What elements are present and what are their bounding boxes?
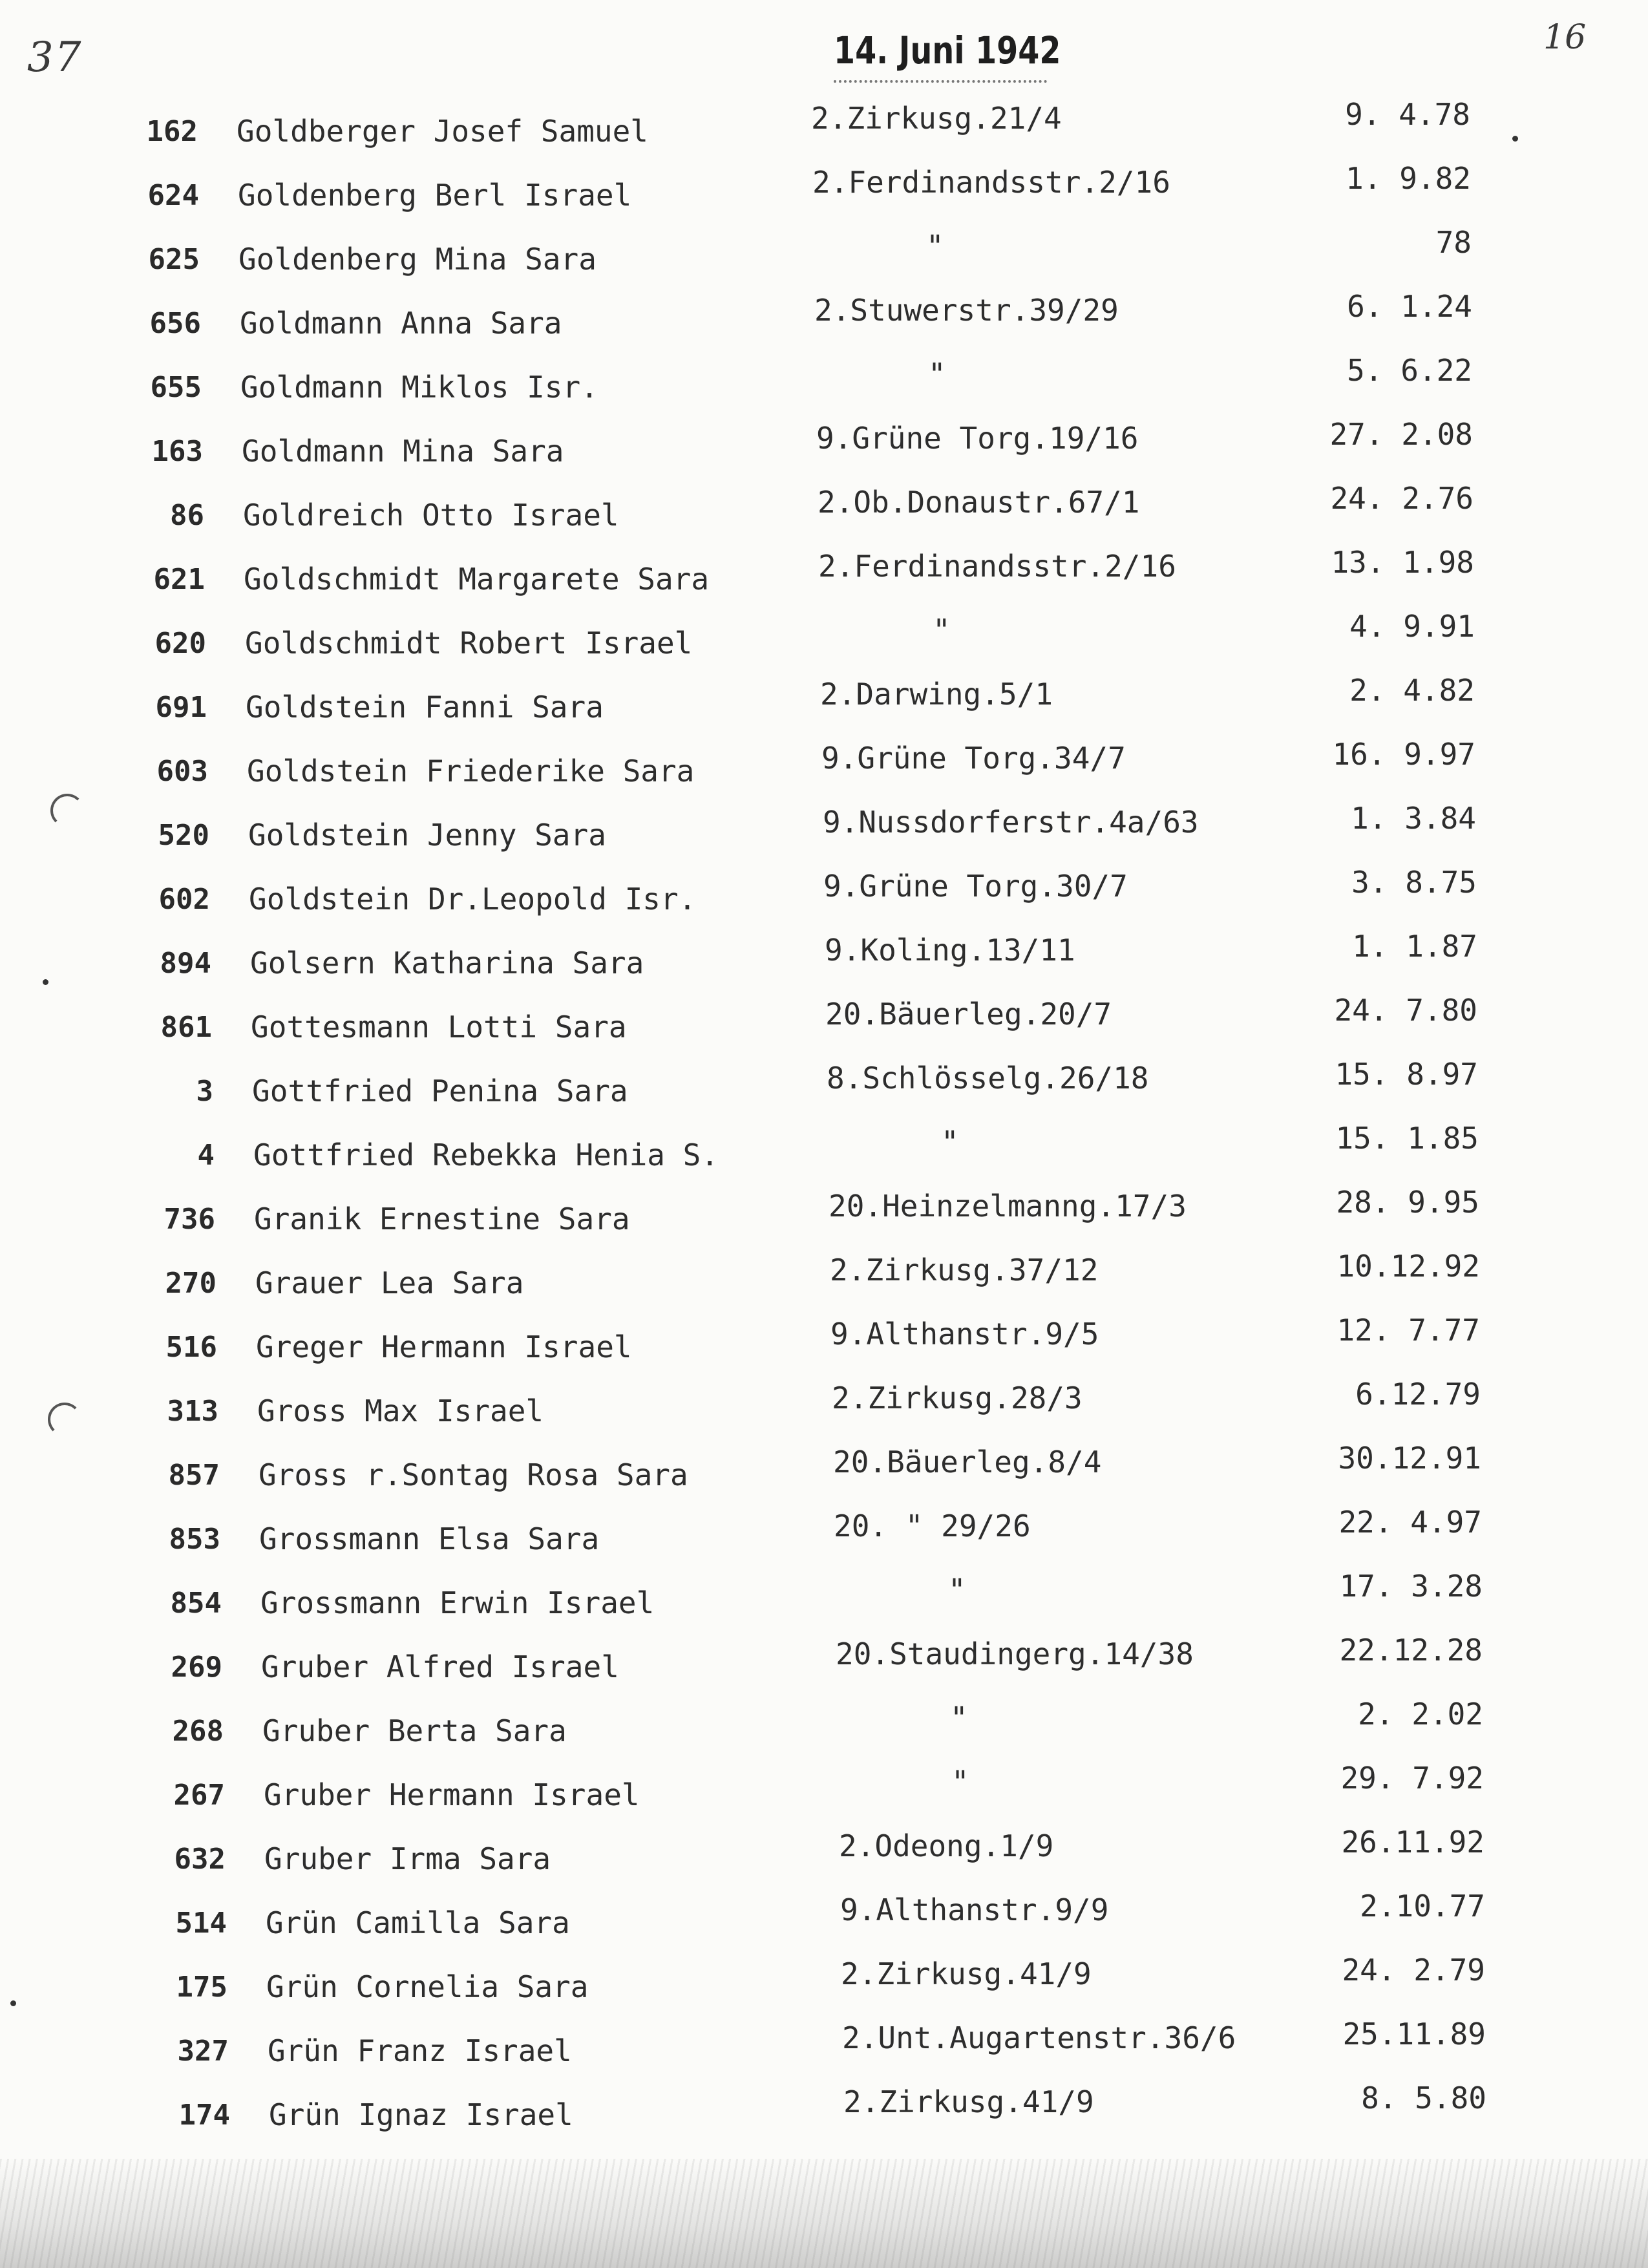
entry-name: Gruber Alfred Israel: [261, 1649, 619, 1684]
entry-address: ": [948, 1573, 966, 1607]
entry-number: 174: [178, 2099, 230, 2132]
entry-number: 853: [169, 1523, 220, 1556]
entry-birthdate: 24. 7.80: [1334, 993, 1477, 1028]
entry-name: Gruber Berta Sara: [262, 1713, 567, 1748]
entry-address: 2.Unt.Augartenstr.36/6: [842, 2020, 1236, 2055]
entry-name: Grossmann Elsa Sara: [259, 1521, 600, 1556]
list-item: [0, 417, 1648, 487]
entry-address: 2.Zirkusg.21/4: [811, 101, 1062, 136]
entry-birthdate: 24. 2.76: [1330, 481, 1474, 516]
entry-name: Gruber Hermann Israel: [264, 1777, 640, 1812]
entry-birthdate: 13. 1.98: [1331, 545, 1474, 580]
entry-number: 162: [146, 115, 198, 148]
entry-birthdate: 26.11.92: [1341, 1825, 1484, 1860]
entry-address: 2.Zirkusg.41/9: [841, 1956, 1092, 1991]
entry-number: 625: [148, 243, 200, 276]
list-item: [0, 481, 1648, 551]
list-item: [0, 673, 1648, 743]
list-item: [0, 1185, 1648, 1255]
entry-address: 2.Ob.Donaustr.67/1: [818, 485, 1140, 520]
entry-birthdate: 25.11.89: [1342, 2017, 1486, 2051]
entry-name: Grün Franz Israel: [268, 2033, 572, 2068]
entry-name: Goldenberg Mina Sara: [238, 242, 597, 277]
entry-number: 514: [175, 1907, 227, 1940]
entry-name: Goldstein Jenny Sara: [248, 818, 606, 853]
entry-address: 9.Koling.13/11: [825, 933, 1075, 968]
entry-name: Goldschmidt Margarete Sara: [244, 562, 710, 597]
entry-number: 520: [158, 819, 209, 852]
entry-name: Goldstein Dr.Leopold Isr.: [249, 882, 697, 917]
entry-name: Greger Hermann Israel: [256, 1330, 632, 1364]
entry-address: 20.Heinzelmanng.17/3: [829, 1189, 1187, 1224]
entry-number: 175: [176, 1971, 227, 2004]
list-item: [0, 1825, 1648, 1894]
list-item: [0, 1121, 1648, 1191]
entry-number: 268: [172, 1715, 224, 1748]
entry-number: 269: [171, 1651, 222, 1684]
entry-address: 9.Grüne Torg.34/7: [821, 741, 1126, 776]
entry-number: 857: [168, 1459, 220, 1492]
list-item: [0, 929, 1648, 999]
entry-name: Goldstein Fanni Sara: [246, 690, 604, 725]
entry-address: 9.Nussdorferstr.4a/63: [823, 805, 1199, 840]
entry-birthdate: 3. 8.75: [1351, 865, 1477, 900]
list-item: [0, 1313, 1648, 1383]
list-item: [0, 1761, 1648, 1830]
entry-birthdate: 2. 2.02: [1358, 1697, 1483, 1732]
list-item: [0, 1633, 1648, 1702]
entry-name: Grauer Lea Sara: [255, 1266, 524, 1300]
list-item: [0, 2081, 1648, 2150]
entry-address: 9.Althanstr.9/9: [840, 1892, 1109, 1927]
entry-number: 327: [177, 2035, 229, 2068]
page-mark-top-right: 16: [1543, 18, 1587, 57]
entry-address: 20. " 29/26: [834, 1509, 1031, 1543]
entry-address: 2.Zirkusg.28/3: [832, 1381, 1083, 1415]
list-item: [0, 993, 1648, 1063]
entry-number: 655: [150, 371, 202, 404]
entry-birthdate: 9. 4.78: [1345, 97, 1470, 132]
entry-address: ": [941, 1125, 959, 1160]
entry-name: Grün Camilla Sara: [266, 1905, 570, 1940]
entry-number: 736: [164, 1203, 215, 1236]
entry-name: Gottesmann Lotti Sara: [251, 1010, 627, 1044]
entry-address: 2.Zirkusg.37/12: [830, 1253, 1099, 1288]
entry-birthdate: 8. 5.80: [1361, 2081, 1486, 2115]
entry-birthdate: 5. 6.22: [1347, 353, 1472, 388]
entry-name: Goldmann Miklos Isr.: [240, 370, 598, 405]
entry-number: 516: [165, 1331, 217, 1364]
entry-birthdate: 15. 8.97: [1335, 1057, 1478, 1092]
entry-address: ": [933, 613, 951, 648]
entry-name: Goldenberg Berl Israel: [238, 178, 632, 213]
entry-address: 9.Grüne Torg.19/16: [816, 421, 1139, 456]
entry-address: 9.Grüne Torg.30/7: [823, 869, 1128, 904]
entry-number: 691: [155, 691, 207, 724]
entry-number: 602: [158, 883, 210, 916]
list-item: [0, 1697, 1648, 1766]
entry-name: Goldreich Otto Israel: [243, 498, 619, 533]
list-item: [0, 1441, 1648, 1510]
list-item: [0, 1889, 1648, 1958]
entry-name: Grün Cornelia Sara: [266, 1969, 589, 2004]
entry-address: 2.Ferdinandsstr.2/16: [812, 165, 1170, 200]
entry-birthdate: 6. 1.24: [1347, 289, 1472, 324]
entry-address: ": [951, 1765, 969, 1799]
entry-number: 624: [147, 179, 199, 212]
entry-name: Goldmann Anna Sara: [240, 306, 562, 341]
entry-address: ": [926, 229, 944, 264]
list-item: [0, 737, 1648, 807]
list-item: [0, 353, 1648, 423]
entry-birthdate: 2. 4.82: [1349, 673, 1475, 708]
entry-number: 86: [170, 499, 204, 532]
entry-birthdate: 28. 9.95: [1336, 1185, 1479, 1220]
entry-address: 2.Zirkusg.41/9: [843, 2084, 1094, 2119]
list-item: [0, 1505, 1648, 1574]
entry-address: 20.Bäuerleg.8/4: [833, 1445, 1102, 1479]
entry-address: 2.Ferdinandsstr.2/16: [818, 549, 1176, 584]
entry-name: Gruber Irma Sara: [264, 1841, 551, 1876]
entry-name: Goldberger Josef Samuel: [237, 114, 648, 149]
entry-address: 9.Althanstr.9/5: [830, 1317, 1099, 1351]
date-stamp: 14. Juni 1942: [834, 28, 1061, 72]
entry-name: Goldmann Mina Sara: [242, 434, 564, 469]
entry-number: 603: [156, 755, 208, 788]
entry-name: Gottfried Penina Sara: [252, 1074, 628, 1108]
entry-name: Grün Ignaz Israel: [269, 2097, 573, 2132]
list-item: [0, 609, 1648, 679]
list-item: [0, 97, 1648, 167]
entry-name: Golsern Katharina Sara: [250, 946, 644, 980]
entry-birthdate: 2.10.77: [1360, 1889, 1485, 1924]
entry-birthdate: 1. 9.82: [1346, 161, 1471, 196]
entry-name: Goldschmidt Robert Israel: [245, 626, 693, 661]
entry-birthdate: 17. 3.28: [1339, 1569, 1483, 1604]
list-item: [0, 161, 1648, 231]
entry-birthdate: 16. 9.97: [1332, 737, 1475, 772]
entry-birthdate: 1. 1.87: [1352, 929, 1477, 964]
list-item: [0, 1953, 1648, 2022]
entry-birthdate: 22. 4.97: [1338, 1505, 1482, 1540]
entry-number: 3: [196, 1075, 213, 1108]
entry-number: 894: [160, 947, 211, 980]
entry-birthdate: 30.12.91: [1338, 1441, 1481, 1476]
entry-birthdate: 4. 9.91: [1349, 609, 1475, 644]
list-item: [0, 545, 1648, 615]
entry-birthdate: 78: [1435, 225, 1472, 260]
entry-number: 163: [151, 435, 203, 468]
entry-address: 2.Stuwerstr.39/29: [814, 293, 1119, 328]
entry-birthdate: 29. 7.92: [1340, 1761, 1484, 1796]
entry-number: 4: [197, 1139, 215, 1172]
entry-name: Goldstein Friederike Sara: [247, 754, 695, 789]
entry-birthdate: 12. 7.77: [1336, 1313, 1480, 1348]
entry-number: 313: [167, 1395, 218, 1428]
entry-address: 2.Darwing.5/1: [820, 677, 1053, 712]
entry-address: ": [928, 357, 946, 392]
entry-birthdate: 22.12.28: [1339, 1633, 1483, 1668]
entry-birthdate: 6.12.79: [1355, 1377, 1481, 1412]
list-item: [0, 289, 1648, 359]
entry-number: 632: [174, 1843, 226, 1876]
page-mark-top-left: 37: [27, 34, 83, 81]
entry-address: 20.Bäuerleg.20/7: [825, 997, 1112, 1032]
entry-number: 620: [154, 627, 206, 660]
entry-number: 861: [160, 1011, 212, 1044]
list-item: [0, 1569, 1648, 1638]
list-item: [0, 865, 1648, 935]
entry-number: 656: [149, 307, 201, 340]
list-item: [0, 1377, 1648, 1447]
entry-address: 20.Staudingerg.14/38: [836, 1637, 1194, 1671]
entry-birthdate: 10.12.92: [1336, 1249, 1480, 1284]
entry-address: 8.Schlösselg.26/18: [827, 1061, 1149, 1096]
entry-name: Gross r.Sontag Rosa Sara: [259, 1457, 688, 1492]
entry-birthdate: 27. 2.08: [1329, 417, 1473, 452]
entry-number: 854: [170, 1587, 222, 1620]
entry-birthdate: 15. 1.85: [1335, 1121, 1479, 1156]
entry-birthdate: 1. 3.84: [1351, 801, 1476, 836]
entry-address: ": [950, 1701, 968, 1735]
list-item: [0, 801, 1648, 871]
entry-name: Gottfried Rebekka Henia S.: [253, 1138, 719, 1172]
entry-number: 267: [173, 1779, 225, 1812]
list-item: [0, 2017, 1648, 2086]
list-item: [0, 1057, 1648, 1127]
list-item: [0, 1249, 1648, 1319]
scan-edge-artifact: [0, 2159, 1648, 2268]
entry-number: 270: [165, 1267, 217, 1300]
list-item: [0, 225, 1648, 295]
entry-name: Granik Ernestine Sara: [254, 1202, 630, 1236]
entry-name: Grossmann Erwin Israel: [260, 1585, 655, 1620]
entry-name: Gross Max Israel: [257, 1394, 544, 1428]
entry-address: 2.Odeong.1/9: [839, 1828, 1054, 1863]
entry-number: 621: [153, 563, 205, 596]
entry-birthdate: 24. 2.79: [1342, 1953, 1485, 1987]
